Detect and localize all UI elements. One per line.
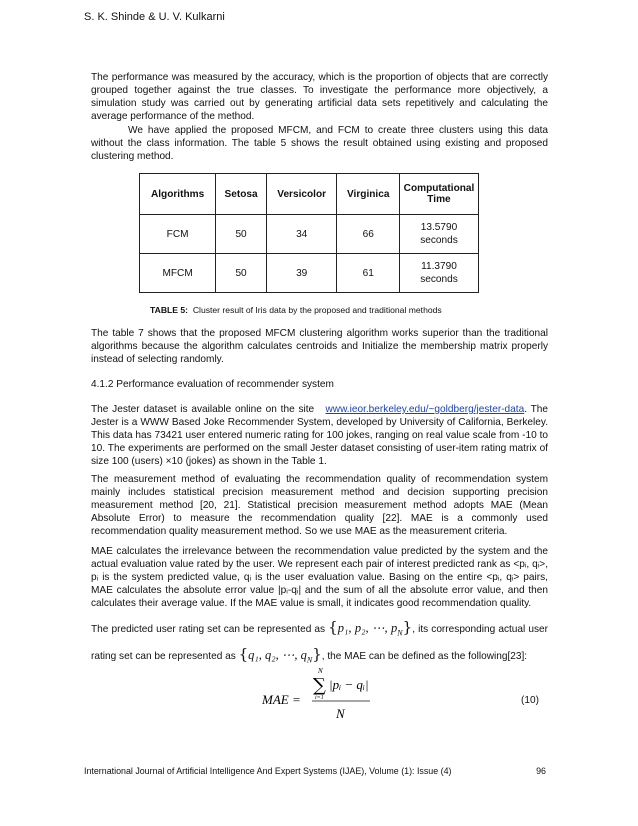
table-row — [140, 215, 479, 254]
col-header-setosa: Setosa — [216, 174, 267, 215]
times-symbol: × — [165, 456, 172, 467]
running-header-author: S. K. Shinde & U. V. Kulkarni — [84, 11, 225, 23]
col-header-algorithms: Algorithms — [140, 174, 216, 215]
cell-time-unit: seconds — [420, 235, 458, 246]
cell-setosa: 50 — [216, 215, 267, 254]
col-header-versicolor: Versicolor — [266, 174, 337, 215]
left-brace-icon: { — [328, 618, 338, 636]
equation-number: (10) — [521, 695, 539, 706]
rating-text-b: , its corresponding actual user rating set can be represented as — [91, 624, 549, 662]
cell-setosa: 50 — [216, 254, 267, 293]
cell-virginica: 66 — [337, 215, 400, 254]
col-header-time: Computational Time — [400, 174, 479, 215]
paragraph-measurement: The measurement method of evaluating the recommendation quality of recommendation system mainly includes statistical precision measurement method and decision supporting precision measurement method [20, 21]. Statistical precision measurement method adopts MAE (Mean Absolute Error) to measure the recommendation quality [22]. MAE is a commonly used recommendation quality measurement method. So we use MAE as the measurement criteria. — [91, 474, 548, 537]
results-table — [139, 173, 479, 293]
eq-numerator: |pᵢ − qᵢ| — [329, 677, 369, 692]
set-p — [337, 621, 403, 638]
set-p-sub: N — [397, 628, 403, 638]
page-footer — [84, 766, 546, 776]
paragraph-jester — [91, 403, 548, 468]
jester-text-post: . The Jester is a WWW Based Joke Recommender System, developed by University of California, Berkeley. This data has 73421 user entered numeric rating for 100 jokes, ranging on real value scale from -10 to 10. The experiments are performed on the small Jester dataset consisting of user-item rating matrix of size 100 (users) — [91, 404, 549, 467]
section-heading: 4.1.2 Performance evaluation of recommender system — [91, 379, 334, 390]
right-brace-icon: } — [312, 644, 322, 663]
paragraph-applied-mfcm: We have applied the proposed MFCM, and FCM to create three clusters using this data without the class information. The table 5 shows the result obtained using existing and proposed clustering method. — [91, 125, 548, 162]
table-header-row — [140, 174, 479, 215]
set-p-text: p₁, p₂, ⋯, p — [337, 621, 398, 635]
sigma-icon: ∑ — [313, 675, 326, 696]
jester-link[interactable]: www.ieor.berkeley.edu/~goldberg/jester-data — [325, 404, 525, 415]
jester-text-pre: The Jester dataset is available online on the site — [91, 404, 315, 415]
paragraph-table7: The table 7 shows that the proposed MFCM clustering algorithm works superior than the traditional algorithms because the algorithm calculates centroids and Initialize the membership matrix properly instead of selecting randomly. — [91, 328, 548, 365]
cell-versicolor: 34 — [266, 215, 337, 254]
cell-time — [400, 254, 479, 293]
cell-time — [400, 215, 479, 254]
rating-text-a: The predicted user rating set can be represented as — [91, 624, 326, 635]
eq-sum-bottom: i=1 — [315, 695, 324, 701]
cell-time-value: 11.3790 — [421, 261, 457, 272]
caption-label: TABLE 5: — [150, 305, 189, 315]
cell-algorithm: MFCM — [140, 254, 216, 293]
cell-virginica: 61 — [337, 254, 400, 293]
set-q-sub: N — [306, 655, 313, 664]
cell-time-value: 13.5790 — [420, 222, 458, 233]
col-header-virginica: Virginica — [337, 174, 400, 215]
paragraph-rating-sets — [91, 617, 548, 670]
jester-text-tail: 10 (jokes) as shown in the Table 1. — [171, 456, 327, 467]
eq-denominator: N — [336, 706, 345, 721]
set-q — [248, 648, 312, 662]
paragraph-performance: The performance was measured by the accuracy, which is the proportion of objects that are correctly grouped together against the true classes. To investigate the performance more objectively, a simulation study was carried out by generating artificial data sets repetitively and calculating the average performance of the method. — [91, 72, 548, 122]
set-q-text: q₁, q₂, ⋯, q — [248, 647, 307, 662]
table-row — [140, 254, 479, 293]
eq-sum-top: N — [318, 667, 323, 675]
mae-equation — [262, 666, 372, 726]
cell-time-unit: seconds — [420, 274, 458, 285]
eq-lhs: MAE = — [262, 692, 301, 707]
cell-versicolor: 39 — [266, 254, 337, 293]
left-brace-icon: { — [238, 644, 249, 663]
right-brace-icon: } — [402, 618, 413, 636]
rating-text-c: , the MAE can be defined as the following[23]: — [321, 650, 528, 662]
table-caption — [150, 305, 442, 315]
footer-journal: International Journal of Artificial Intelligence And Expert Systems (IJAE), Volume (1): Issue (4) — [84, 766, 452, 776]
footer-page-number: 96 — [536, 766, 546, 776]
paragraph-mae: MAE calculates the irrelevance between the recommendation value predicted by the system and the actual evaluation value rated by the user. We represent each pair of interest predicted rank as <pᵢ, qᵢ>, pᵢ is the system predicted value, qᵢ is the user evaluation value. Basing on the entire <pᵢ, qᵢ> pairs, MAE calculates the absolute error value |pᵢ-qᵢ| and the sum of all the absolute error value, and then calculates their average value. If the MAE value is small, it indicates good recommendation quality. — [91, 546, 548, 609]
cell-algorithm: FCM — [140, 215, 216, 254]
caption-text: Cluster result of Iris data by the proposed and traditional methods — [192, 305, 442, 315]
